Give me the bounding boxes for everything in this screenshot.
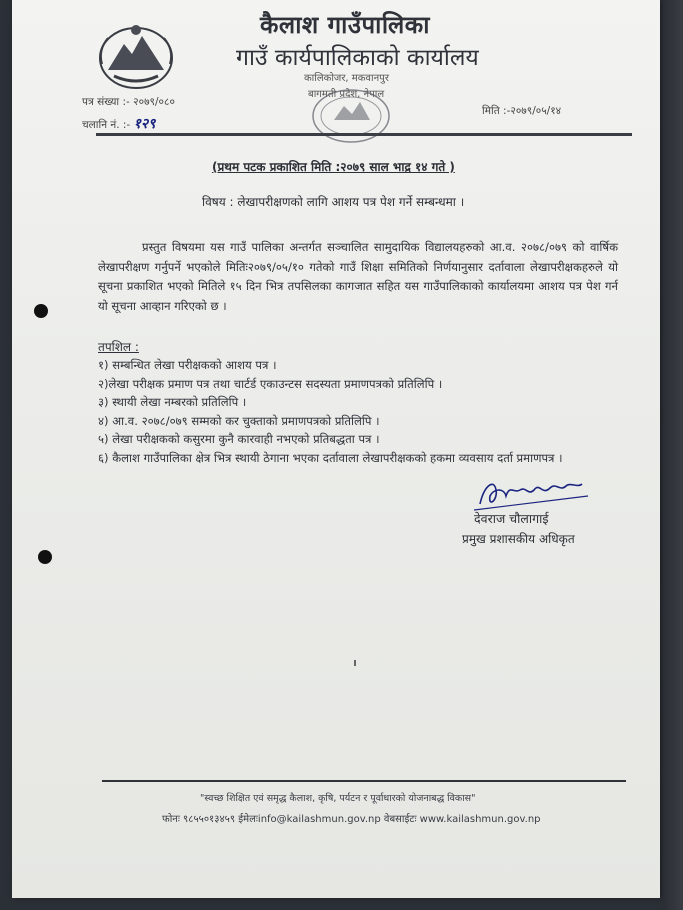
- office-title: कैलाश गाउँपालिका: [260, 11, 430, 39]
- address-line-1: कालिकोजर, मकवानपुर: [304, 73, 389, 84]
- address-line-2: बागमती प्रदेश, नेपाल: [308, 89, 385, 100]
- list-item: ३) स्थायी लेखा नम्बरको प्रतिलिपि ।: [98, 395, 247, 410]
- list-item: ५) लेखा परीक्षकको कसुरमा कुनै कारवाही नभएको प्रतिबद्धता पत्र ।: [98, 432, 380, 447]
- notice-body-text: प्रस्तुत विषयमा यस गाउँ पालिका अन्तर्गत सञ्चालित सामुदायिक विद्यालयहरुको आ.व. २०७८/०७९ को वार्षिक लेखापरीक्षण गर्नुपर्ने भएकोले मितिः२०७९/०५/१० गतेको गाउँ शिक्षा समितिको निर्णयानुसार दर्तावाला लेखापरीक्षकहरुले यो सूचना प्रकाशित भएको मितिले १५ दिन भित्र तपसिलका कागजात सहित यस गाउँपालिकाको कार्यालयमा आशय पत्र पेश गर्न यो सूचना आव्हान गरिएको छ ।: [98, 240, 618, 313]
- letter-number: [82, 95, 175, 109]
- background-edge: [663, 0, 683, 910]
- paper-mark: [354, 660, 356, 666]
- punch-hole: [34, 304, 48, 318]
- list-item: १) सम्बन्धित लेखा परीक्षकको आशय पत्र ।: [98, 358, 277, 372]
- signatory-title: प्रमुख प्रशासकीय अधिकृत: [462, 532, 575, 546]
- schedule-list: [98, 356, 620, 468]
- letter-date-label: मिति :-: [482, 105, 511, 117]
- first-published-date: (प्रथम पटक प्रकाशित मिति :२०७९ साल भाद्र १४ गते ): [212, 160, 455, 174]
- handwritten-signature: [470, 466, 600, 516]
- government-emblem-icon: [94, 20, 178, 92]
- list-item: ६) कैलाश गाउँपालिका क्षेत्र भित्र स्थायी ठेगाना भएका दर्तावाला लेखापरीक्षकको हकमा व्यवसाय दर्ता प्रमाणपत्र ।: [98, 450, 563, 465]
- footer-divider: [102, 780, 626, 782]
- dispatch-number-value: १२९: [133, 116, 156, 132]
- letter-date-value: २०७९/०५/१४: [510, 105, 562, 117]
- header-divider: [96, 133, 632, 136]
- list-item: ४) आ.व. २०७८/०७९ सम्मको कर चुक्ताको प्रमाणपत्रको प्रतिलिपि ।: [98, 413, 380, 428]
- footer-contact: फोनः ९८५५०१३४५९ ईमेलःinfo@kailashmun.gov.np वेबसाईटः www.kailashmun.gov.np: [162, 814, 541, 825]
- footer-slogan: "स्वच्छ शिक्षित एवं समृद्ध कैलाश, कृषि, पर्यटन र पूर्वाधारको योजनाबद्ध विकास": [200, 793, 476, 804]
- notice-body: [98, 238, 618, 316]
- signatory-name: देवराज चौलागाई: [474, 511, 549, 526]
- schedule-heading: तपशिल :: [98, 340, 139, 354]
- letter-number-value: २०७९/०८०: [133, 96, 175, 108]
- office-stamp-icon: [308, 84, 394, 148]
- punch-hole: [38, 550, 52, 564]
- office-subtitle: गाउँ कार्यपालिकाको कार्यालय: [236, 45, 479, 71]
- subject-line: विषय : लेखापरीक्षणको लागि आशय पत्र पेश गर्ने सम्बन्धमा ।: [202, 195, 465, 209]
- list-item: २)लेखा परीक्षक प्रमाण पत्र तथा चार्टर्ड एकाउन्टस सदस्यता प्रमाणपत्रको प्रतिलिपि ।: [98, 376, 443, 391]
- letter-page: [12, 0, 660, 898]
- dispatch-number: [82, 114, 155, 133]
- letter-number-label: पत्र संख्या :-: [82, 96, 130, 108]
- dispatch-number-label: चलानि नं. :-: [82, 119, 131, 131]
- letter-date: [482, 104, 561, 118]
